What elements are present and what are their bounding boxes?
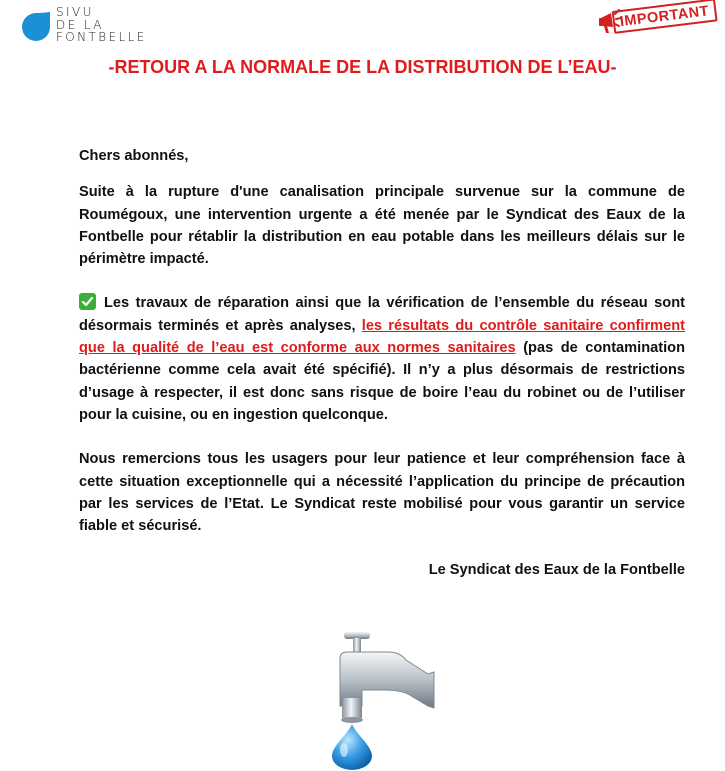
water-drop-logo-icon <box>20 8 52 42</box>
logo-line-1: SIVU <box>56 5 94 19</box>
water-faucet-icon <box>318 628 438 771</box>
important-label: IMPORTANT <box>612 0 718 34</box>
greeting: Chers abonnés, <box>79 148 189 164</box>
paragraph-2-highlight: les résultats du contrôle sanitaire confirment que la qualité de l’eau est conforme aux normes sanitaires <box>79 317 685 357</box>
paragraph-1: Suite à la rupture d'une canalisation principale survenue sur la commune de Roumégoux, une intervention urgente a été menée par le Syndicat des Eaux de la Fontbelle pour rétablir la distribution en eau potable dans les meilleurs délais sur le périmètre impacté. <box>79 184 685 268</box>
paragraph-2 <box>79 292 685 426</box>
paragraph-2-part-1: Les travaux de réparation ainsi que la vérification de l’ensemble du réseau sont désormais terminés et après analyses, <box>79 295 685 334</box>
logo-line-2: DE LA <box>56 17 104 32</box>
paragraph-2-part-2: (pas de contamination bactérienne comme cela avait été spécifié). Il n’y a plus désormais de restrictions d’usage à respecter, il est donc sans risque de boire l’eau du robinet ou de l’utiliser pour la cuisine, ou en ingestion quelconque. <box>79 340 685 423</box>
letter-body <box>79 145 685 582</box>
sivu-fontbelle-logo <box>20 6 190 46</box>
important-stamp <box>597 4 715 50</box>
page-title: -RETOUR A LA NORMALE DE LA DISTRIBUTION DE L’EAU- <box>108 57 617 77</box>
logo-line-3: FONTBELLE <box>56 30 147 44</box>
logo-wordmark <box>56 6 147 44</box>
paragraph-3: Nous remercions tous les usagers pour leur patience et leur compréhension face à cette situation exceptionnelle qui a nécessité l’application du principe de précaution par les services de l’Etat. Le Syndicat reste mobilisé pour vous garantir un service fiable et sécurisé. <box>79 451 685 535</box>
check-mark-button-icon <box>79 293 96 310</box>
signature: Le Syndicat des Eaux de la Fontbelle <box>428 562 685 579</box>
